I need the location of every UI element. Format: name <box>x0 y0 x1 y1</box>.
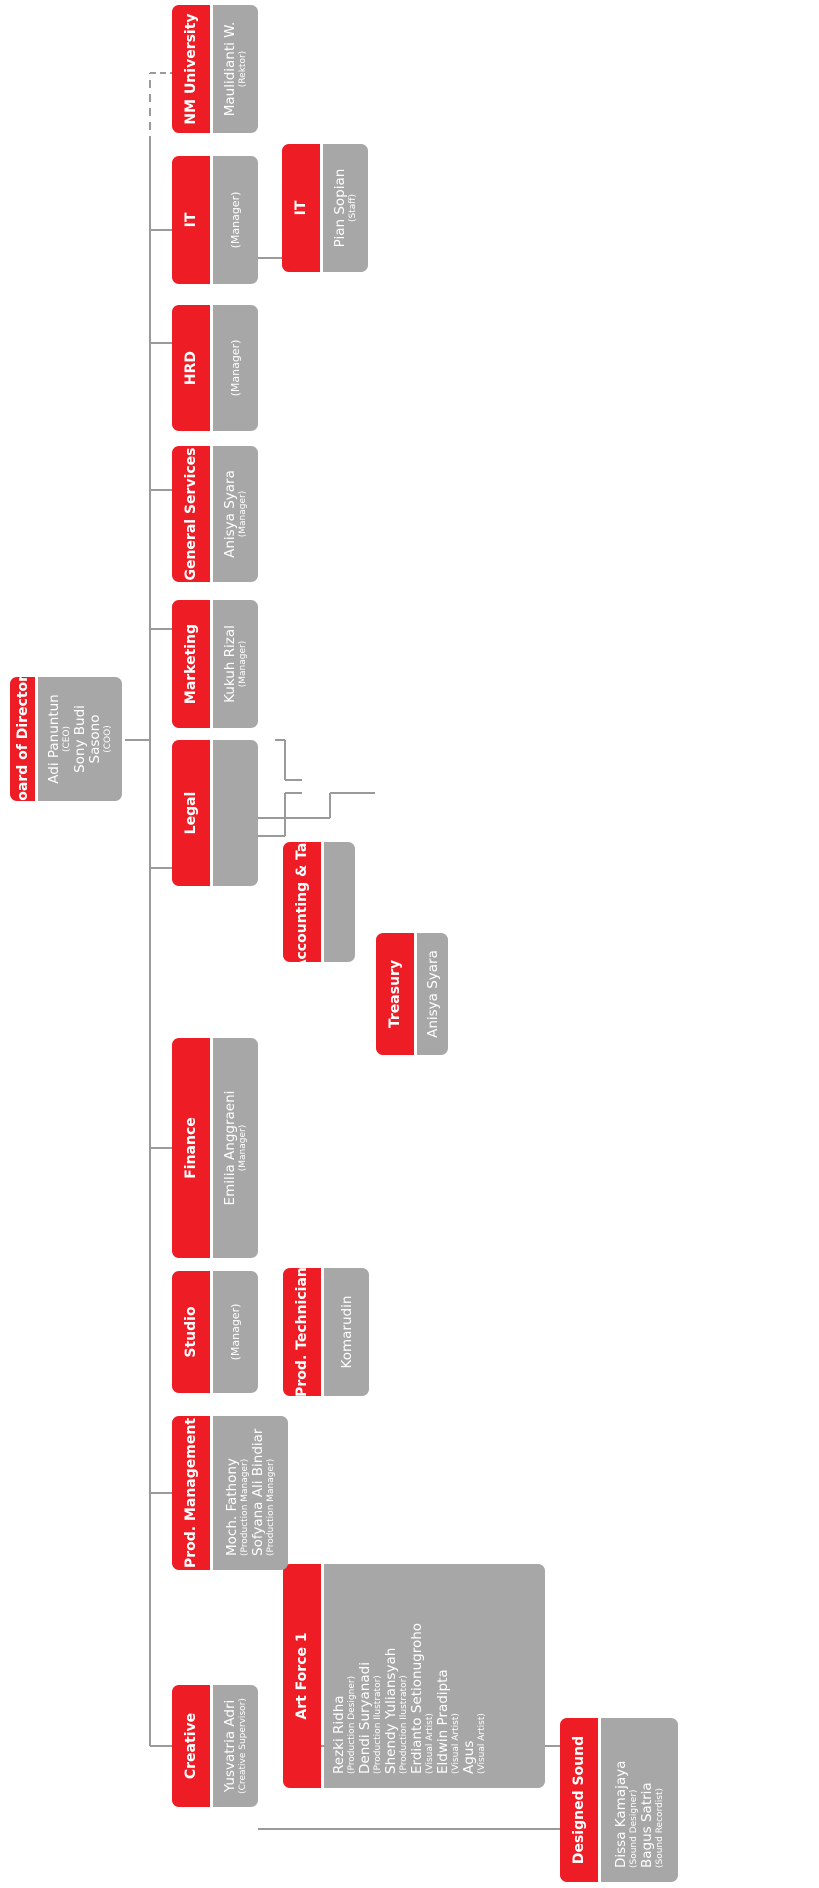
accounting-tax-title: Accounting & Tax <box>283 842 321 962</box>
legal-box <box>172 740 258 886</box>
art-force-members <box>324 1564 545 1788</box>
treasury-box <box>376 933 448 1055</box>
board-members <box>38 677 122 801</box>
member-role: (Production Ilustrator) <box>373 1675 383 1774</box>
designed-sound-members <box>601 1718 678 1882</box>
member-role: (Sound Recordist) <box>654 1787 665 1868</box>
it-title: IT <box>172 156 210 284</box>
member-name: Sofyana Ali Bindiar <box>249 1428 266 1556</box>
treasury-body <box>417 933 448 1055</box>
legal-title: Legal <box>172 740 210 886</box>
general-services-title: General Services <box>172 446 210 582</box>
member-role: (Manager) <box>229 339 242 397</box>
designed-sound-title: Designed Sound <box>560 1718 598 1882</box>
nm-university-box <box>172 5 258 133</box>
finance-body <box>213 1038 258 1258</box>
creative-body <box>213 1685 258 1807</box>
member-role: (COO) <box>102 725 113 753</box>
member-name: Eldwin Pradipta <box>435 1669 451 1774</box>
member-role: (Rektor) <box>237 50 248 88</box>
member-name: Anisya Syara <box>221 470 238 558</box>
member-name: Komarudin <box>338 1295 355 1369</box>
nm-university-body <box>213 5 258 133</box>
member-name: Moch. Fathony <box>223 1458 240 1556</box>
member-name: Rezki Ridha <box>331 1695 347 1774</box>
art-force-title: Art Force 1 <box>283 1564 321 1788</box>
member-name: Kukuh Rizal <box>221 625 238 703</box>
marketing-box <box>172 600 258 728</box>
finance-box <box>172 1038 258 1258</box>
member-role: (Manager) <box>229 191 242 249</box>
member-name: Agus <box>461 1740 477 1774</box>
member-name: Erdianto Setionugroho <box>409 1622 425 1774</box>
studio-title: Studio <box>172 1271 210 1393</box>
member-name: Pian Sopian <box>331 168 348 248</box>
member-role: (Production Designer) <box>347 1675 357 1774</box>
studio-body <box>213 1271 258 1393</box>
member-name: Adi Panuntun <box>45 694 62 784</box>
art-force-box <box>283 1564 545 1788</box>
member-role: (Manager) <box>237 490 248 538</box>
accounting-tax-body <box>324 842 355 962</box>
studio-box <box>172 1271 258 1393</box>
designed-sound-box <box>560 1718 678 1882</box>
legal-body <box>213 740 258 886</box>
member-name: Shendy Yuliansyah <box>383 1647 399 1774</box>
prod-management-members <box>213 1416 288 1570</box>
accounting-tax-box <box>283 833 355 971</box>
member-role: (Manager) <box>237 640 248 688</box>
it-staff-body <box>323 144 368 272</box>
it-body <box>213 156 258 284</box>
marketing-title: Marketing <box>172 600 210 728</box>
member-role: (Visual Artist) <box>451 1713 461 1774</box>
member-role: (Production Manager) <box>239 1458 250 1556</box>
prod-technician-body <box>324 1268 369 1396</box>
prod-technician-box <box>283 1268 369 1396</box>
member-name: Dendi Suryanadi <box>357 1662 373 1774</box>
board-of-directors-title: Board of Directors <box>10 677 35 801</box>
finance-title: Finance <box>172 1038 210 1258</box>
it-staff-title: IT <box>282 144 320 272</box>
member-role: (CEO) <box>61 725 72 753</box>
nm-university-title: NM University <box>172 5 210 133</box>
creative-title: Creative <box>172 1685 210 1807</box>
member-name: Anisya Syara <box>424 950 441 1038</box>
member-role: (Sound Designer) <box>628 1789 639 1868</box>
member-role: (Production Ilustrator) <box>399 1675 409 1774</box>
it-box <box>172 156 258 284</box>
hrd-body <box>213 305 258 431</box>
member-role: (Visual Artist) <box>425 1713 435 1774</box>
member-name: Bagus Satria <box>638 1782 655 1868</box>
member-role: (Staff) <box>347 194 358 222</box>
member-role: (Manager) <box>229 1303 242 1361</box>
hrd-title: HRD <box>172 305 210 431</box>
member-name: Sony Budi Sasono <box>71 705 103 773</box>
prod-technician-title: Prod. Technician <box>283 1268 321 1396</box>
member-role: (Creative Supervisor) <box>237 1698 248 1794</box>
hrd-box <box>172 305 258 431</box>
board-of-directors-box <box>10 666 122 812</box>
prod-management-box <box>172 1416 288 1570</box>
member-role: (Production Manager) <box>265 1458 276 1556</box>
treasury-title: Treasury <box>376 933 414 1055</box>
general-services-box <box>172 446 258 582</box>
member-role: (Manager) <box>237 1124 248 1172</box>
member-name: Dissa Kamajaya <box>612 1760 629 1868</box>
member-name: Yusvatria Adri <box>221 1699 238 1793</box>
marketing-body <box>213 600 258 728</box>
general-services-body <box>213 446 258 582</box>
prod-management-title: Prod. Management <box>172 1416 210 1570</box>
creative-box <box>172 1685 258 1807</box>
member-name: Maulidianti W. <box>221 21 238 117</box>
member-name: Emilia Anggraeni <box>221 1090 238 1206</box>
member-role: (Visual Artist) <box>477 1713 487 1774</box>
it-staff-box <box>282 144 368 272</box>
